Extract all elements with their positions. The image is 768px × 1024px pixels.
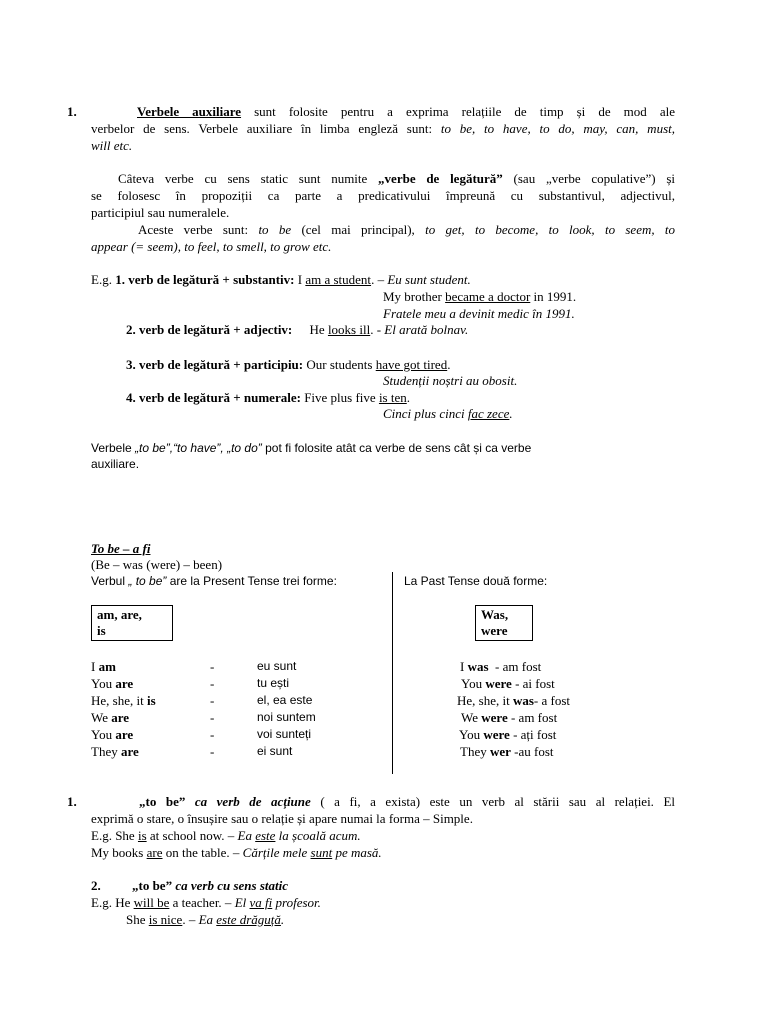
verb: are — [120, 744, 139, 759]
text: fac zece — [467, 406, 510, 421]
translation: Eu sunt student. — [387, 272, 471, 287]
text: have got tired — [375, 357, 448, 372]
translation: . — [280, 912, 285, 927]
translation: Studenții noștri au obosit. — [383, 373, 518, 388]
text: is — [137, 828, 147, 843]
verb: wer — [489, 744, 511, 759]
text: in 1991. — [533, 289, 577, 304]
column-divider — [392, 572, 393, 774]
text: is — [97, 623, 106, 638]
text: exprimă o stare, o însușire sau o relație și apare numai la forma – Simple. — [91, 811, 473, 826]
text: is nice — [148, 912, 183, 927]
table-row — [91, 743, 391, 760]
text: auxiliare. — [91, 457, 140, 471]
translation: la școală acum. — [278, 828, 361, 843]
subject: I — [460, 659, 465, 674]
text: sunt folosite pentru a exprima relațiile de timp și de mod ale — [254, 104, 675, 119]
text: . — [509, 406, 513, 421]
term: „to be” — [139, 794, 186, 809]
text: She — [126, 912, 146, 927]
translation: - a fost — [533, 693, 571, 708]
translation: - ați fost — [513, 727, 557, 742]
text: are la Present Tense trei forme: — [169, 574, 337, 588]
static-verb-heading — [91, 877, 288, 894]
example-4 — [126, 389, 410, 406]
tobe-title: To be – a fi — [91, 541, 151, 556]
present-forms-box — [91, 605, 173, 641]
translation: voi sunteți — [257, 727, 312, 741]
text: at school now. – — [149, 828, 235, 843]
text: „to be”,“to have”, „to do” — [135, 441, 262, 455]
translation: - am fost — [495, 659, 542, 674]
translation: Fratele meu a devinit medic în 1991. — [383, 306, 575, 321]
translation: va fi — [249, 895, 273, 910]
dash: - — [210, 727, 215, 742]
section-number: 2. — [91, 878, 101, 893]
subject: He, she, it — [91, 693, 144, 708]
text: „ to be” — [128, 574, 167, 588]
verb: am — [98, 659, 116, 674]
text: . – — [371, 272, 385, 287]
dash: - — [210, 676, 215, 691]
term: „verbe de legătură” — [378, 171, 503, 186]
table-row — [91, 658, 391, 675]
text: . - — [370, 322, 382, 337]
translation: este drăguță — [216, 912, 281, 927]
text: se folosesc în propoziții ca parte a predicativului împreună cu substantivul, adjectivul, — [91, 188, 675, 203]
text: looks ill — [327, 322, 371, 337]
text: to be — [258, 222, 292, 237]
table-row — [455, 743, 655, 760]
translation: -au fost — [514, 744, 554, 759]
text: am, are, — [97, 607, 142, 622]
verb: were — [485, 676, 512, 691]
text: ( a fi, a exista) este un verb al stării sau al relației. El — [320, 794, 676, 809]
text: Five plus five — [304, 390, 376, 405]
example-label: 2. verb de legătură + adjectiv: — [126, 322, 293, 337]
text: became a doctor — [445, 289, 531, 304]
text: were — [481, 623, 508, 638]
past-forms-box — [475, 605, 533, 641]
section-number: 1. — [67, 104, 77, 119]
text: are — [146, 845, 163, 860]
verb: was — [467, 659, 489, 674]
section1-paragraph — [91, 103, 675, 154]
present-table — [91, 658, 391, 760]
translation: noi suntem — [257, 710, 316, 724]
static-example-1 — [91, 894, 321, 911]
text: Cinci plus cinci — [383, 406, 465, 421]
text: am a student — [305, 272, 372, 287]
linking-verbs-paragraph — [91, 170, 675, 255]
text: verbelor de sens. Verbele auxiliare în limba engleză sunt: — [91, 121, 433, 136]
translation — [383, 405, 513, 422]
example-3 — [126, 356, 450, 373]
text: pot fi folosite atât ca verbe de sens cât și ca verbe — [265, 441, 532, 455]
text: E.g. She — [91, 828, 135, 843]
subject: I — [91, 659, 96, 674]
subject: They — [91, 744, 118, 759]
translation: pe masă. — [335, 845, 382, 860]
text: to get, to become, to look, to seem, to — [425, 222, 676, 237]
lead-term: Verbele auxiliare — [137, 104, 242, 119]
text: will etc. — [91, 138, 133, 153]
text: . — [447, 357, 451, 372]
text: Câteva verbe cu sens static sunt numite — [118, 171, 368, 186]
text: is ten — [378, 390, 407, 405]
dash: - — [210, 744, 215, 759]
table-row — [455, 709, 655, 726]
translation: sunt — [310, 845, 333, 860]
text: Verbul — [91, 574, 126, 588]
example-2 — [126, 321, 468, 338]
text: Aceste verbe sunt: — [138, 222, 249, 237]
verb: are — [115, 727, 134, 742]
text: My books — [91, 845, 144, 860]
section-number: 1. — [67, 794, 77, 809]
text: (cel mai principal), — [301, 222, 415, 237]
translation: el, ea este — [257, 693, 313, 707]
text: appear (= seem), to feel, to smell, to grow etc. — [91, 239, 332, 254]
dash: - — [210, 710, 215, 725]
text: . — [406, 390, 410, 405]
example-1b — [383, 288, 576, 305]
term: ca verb cu sens static — [175, 878, 288, 893]
text: E.g. He — [91, 895, 131, 910]
table-row — [91, 726, 391, 743]
example-label: 1. verb de legătură + substantiv: — [115, 272, 295, 287]
example-label: 3. verb de legătură + participiu: — [126, 357, 304, 372]
text: on the table. – — [165, 845, 240, 860]
example-label: 4. verb de legătură + numerale: — [126, 390, 301, 405]
table-row — [91, 675, 391, 692]
translation: Ea — [198, 912, 214, 927]
subject: You — [91, 676, 113, 691]
subject: You — [461, 676, 483, 691]
table-row — [91, 692, 391, 709]
text: Verbele — [91, 441, 132, 455]
subject: You — [91, 727, 113, 742]
text: He — [309, 322, 325, 337]
translation: El — [234, 895, 247, 910]
translation: Ea — [237, 828, 252, 843]
translation: - am fost — [510, 710, 558, 725]
verbs-note — [91, 440, 531, 457]
action-verb-paragraph — [91, 793, 675, 861]
text: a teacher. – — [172, 895, 232, 910]
table-row — [455, 658, 655, 675]
verb: were — [483, 727, 510, 742]
subject: We — [461, 710, 478, 725]
dash: - — [210, 693, 215, 708]
subject: They — [460, 744, 487, 759]
table-row — [91, 709, 391, 726]
term: ca verb de acțiune — [194, 794, 311, 809]
static-example-2 — [126, 911, 284, 928]
subject: We — [91, 710, 108, 725]
text: will be — [133, 895, 170, 910]
text: My brother — [383, 289, 442, 304]
translation: - ai fost — [515, 676, 555, 691]
translation: Cărțile mele — [242, 845, 308, 860]
translation: eu sunt — [257, 659, 297, 673]
text: I — [297, 272, 303, 287]
present-heading — [91, 573, 337, 590]
text: participiul sau numeralele. — [91, 205, 230, 220]
verb: is — [146, 693, 156, 708]
table-row — [455, 692, 655, 709]
text: Our students — [306, 357, 373, 372]
subject: He, she, it — [457, 693, 510, 708]
translation: El arată bolnav. — [384, 322, 469, 337]
example-1 — [91, 271, 471, 288]
past-table — [455, 658, 655, 760]
translation: tu ești — [257, 676, 290, 690]
subject: You — [459, 727, 481, 742]
text: to be, to have, to do, may, can, must, — [440, 121, 675, 136]
past-heading: La Past Tense două forme: — [404, 574, 548, 588]
table-row — [455, 726, 655, 743]
table-row — [455, 675, 655, 692]
translation: profesor. — [275, 895, 321, 910]
verb: are — [115, 676, 134, 691]
eg-label: E.g. — [91, 272, 112, 287]
dash: - — [210, 659, 215, 674]
text: Was, — [481, 607, 509, 622]
verb: are — [111, 710, 130, 725]
translation: este — [255, 828, 276, 843]
verb: was — [512, 693, 534, 708]
tobe-forms: (Be – was (were) – been) — [91, 557, 223, 572]
verb: were — [481, 710, 508, 725]
translation: ei sunt — [257, 744, 293, 758]
term: „to be” — [132, 878, 173, 893]
text: . – — [182, 912, 196, 927]
text: (sau „verbe copulative”) și — [513, 171, 675, 186]
